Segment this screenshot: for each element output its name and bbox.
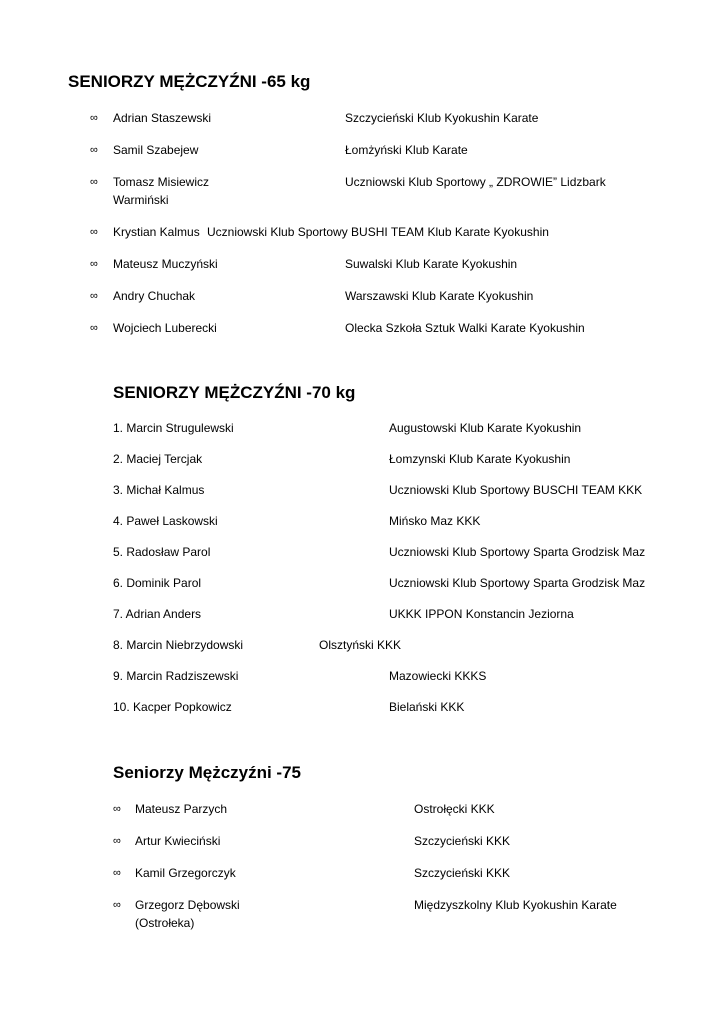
competitor-name: 9. Marcin Radziszewski	[113, 669, 239, 683]
list-item	[0, 699, 724, 715]
list-item	[0, 801, 724, 817]
list-item	[0, 451, 724, 467]
competitor-name: 6. Dominik Parol	[113, 576, 202, 590]
club-name: Łomzynski Klub Karate Kyokushin	[389, 452, 571, 466]
club-name: Olsztyński KKK	[319, 638, 402, 652]
club-name: Uczniowski Klub Sportowy BUSCHI TEAM KKK	[389, 483, 643, 497]
infinity-bullet-icon: ∞	[90, 290, 98, 302]
club-name: Uczniowski Klub Sportowy BUSHI TEAM Klub Karate Kyokushin	[207, 225, 549, 239]
list-item	[0, 110, 724, 126]
list-item	[0, 833, 724, 849]
competitor-name: 5. Radosław Parol	[113, 545, 211, 559]
infinity-bullet-icon: ∞	[113, 835, 121, 847]
club-name: Mińsko Maz KKK	[389, 514, 481, 528]
list-item	[0, 544, 724, 560]
list-item	[0, 897, 724, 913]
infinity-bullet-icon: ∞	[113, 899, 121, 911]
club-name: Mazowiecki KKKS	[389, 669, 487, 683]
competitor-name: 4. Paweł Laskowski	[113, 514, 218, 528]
competitor-name: Kamil Grzegorczyk	[135, 866, 236, 880]
club-name: Bielański KKK	[389, 700, 465, 714]
competitor-name: Adrian Staszewski	[113, 111, 212, 125]
club-name: Szczycieński Klub Kyokushin Karate	[345, 111, 539, 125]
infinity-bullet-icon: ∞	[113, 803, 121, 815]
club-name: Ostrołęcki KKK	[414, 802, 495, 816]
competitor-name: 8. Marcin Niebrzydowski	[113, 638, 244, 652]
list-item	[0, 142, 724, 158]
infinity-bullet-icon: ∞	[113, 867, 121, 879]
list-item	[0, 865, 724, 881]
competitor-name: Andry Chuchak	[113, 289, 196, 303]
club-name: Augustowski Klub Karate Kyokushin	[389, 421, 582, 435]
club-name: Szczycieński KKK	[414, 834, 511, 848]
list-item	[0, 575, 724, 591]
club-name: Olecka Szkoła Sztuk Walki Karate Kyokushin	[345, 321, 585, 335]
infinity-bullet-icon: ∞	[90, 322, 98, 334]
list-item	[0, 513, 724, 529]
infinity-bullet-icon: ∞	[90, 258, 98, 270]
section-title-75: Seniorzy Mężczyźni -75	[113, 763, 302, 782]
competitor-name: Grzegorz Dębowski	[135, 898, 240, 912]
club-name: Międzyszkolny Klub Kyokushin Karate	[414, 898, 617, 912]
club-name-continuation: Warmiński	[113, 193, 169, 207]
section-title-70kg: SENIORZY MĘŻCZYŹNI -70 kg	[113, 383, 356, 402]
list-item	[0, 606, 724, 622]
competitor-name: 3. Michał Kalmus	[113, 483, 205, 497]
list-item	[0, 224, 724, 240]
club-name: Suwalski Klub Karate Kyokushin	[345, 257, 518, 271]
club-name: Szczycieński KKK	[414, 866, 511, 880]
club-name: Uczniowski Klub Sportowy Sparta Grodzisk Maz	[389, 545, 646, 559]
list-item	[0, 482, 724, 498]
infinity-bullet-icon: ∞	[90, 112, 98, 124]
competitor-name: 1. Marcin Strugulewski	[113, 421, 234, 435]
infinity-bullet-icon: ∞	[90, 144, 98, 156]
club-name: UKKK IPPON Konstancin Jeziorna	[389, 607, 574, 621]
competitor-name-continuation: (Ostrołeka)	[135, 916, 195, 930]
club-name: Uczniowski Klub Sportowy „ ZDROWIE” Lidzbark	[345, 175, 606, 189]
list-item	[0, 256, 724, 272]
competitor-name: Mateusz Muczyński	[113, 257, 218, 271]
competitor-name: Mateusz Parzych	[135, 802, 228, 816]
list-item	[0, 668, 724, 684]
competitor-name: Wojciech Luberecki	[113, 321, 217, 335]
competitor-name: 2. Maciej Tercjak	[113, 452, 203, 466]
list-item	[0, 320, 724, 336]
club-name: Warszawski Klub Karate Kyokushin	[345, 289, 534, 303]
competitor-name: 7. Adrian Anders	[113, 607, 202, 621]
competitor-name: Artur Kwieciński	[135, 834, 221, 848]
list-item	[0, 637, 724, 653]
section-title-65kg: SENIORZY MĘŻCZYŹNI -65 kg	[68, 72, 311, 91]
infinity-bullet-icon: ∞	[90, 226, 98, 238]
list-item	[0, 420, 724, 436]
competitor-name: Tomasz Misiewicz	[113, 175, 210, 189]
competitor-name: 10. Kacper Popkowicz	[113, 700, 232, 714]
club-name: Łomżyński Klub Karate	[345, 143, 468, 157]
list-item	[0, 288, 724, 304]
competitor-name: Samil Szabejew	[113, 143, 199, 157]
infinity-bullet-icon: ∞	[90, 176, 98, 188]
club-name: Uczniowski Klub Sportowy Sparta Grodzisk Maz	[389, 576, 646, 590]
competitor-name: Krystian Kalmus	[113, 225, 200, 239]
list-item	[0, 174, 724, 190]
